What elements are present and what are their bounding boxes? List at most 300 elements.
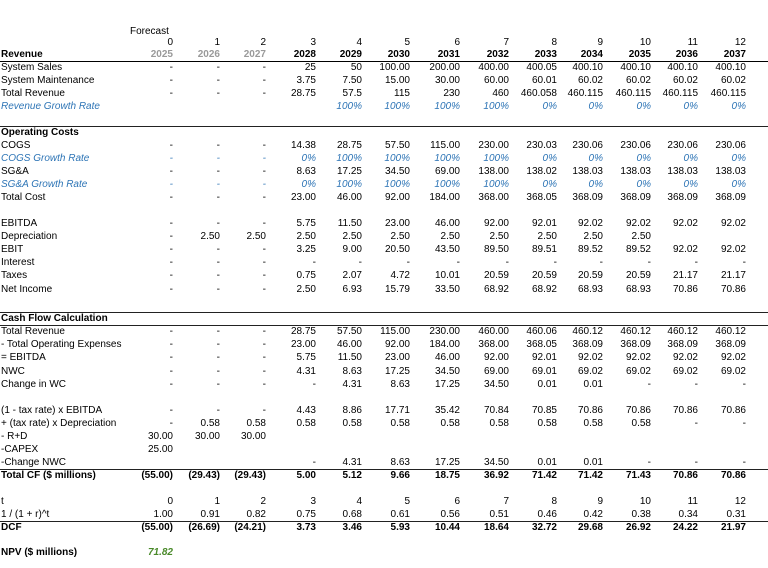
value-cell[interactable]: 0% [731,179,746,190]
value-cell[interactable]: 460.058 [520,88,557,99]
value-cell[interactable]: - [456,257,460,268]
value-cell[interactable]: 4.31 [342,379,362,390]
value-cell[interactable]: 368.09 [572,192,603,203]
value-cell[interactable]: 0% [542,153,557,164]
value-cell[interactable]: 0.01 [537,457,557,468]
value-cell[interactable]: 368.09 [620,339,651,350]
value-cell[interactable]: 8.63 [296,166,316,177]
value-cell[interactable]: 0% [683,101,698,112]
value-cell[interactable]: 0.34 [678,509,698,520]
value-cell[interactable]: (29.43) [234,470,266,481]
year-cell[interactable]: 2033 [534,49,557,60]
value-cell[interactable]: - [312,379,316,390]
period-number[interactable]: 0 [167,37,173,48]
value-cell[interactable]: - [169,75,173,86]
interest-label[interactable]: Interest [1,257,35,268]
value-cell[interactable]: 2.07 [342,270,362,281]
value-cell[interactable]: 0% [542,101,557,112]
value-cell[interactable]: 100% [384,179,410,190]
value-cell[interactable]: 71.42 [577,470,603,481]
value-cell[interactable]: 230.00 [478,140,509,151]
value-cell[interactable]: 36.92 [483,470,509,481]
value-cell[interactable]: 0.38 [631,509,651,520]
value-cell[interactable]: 2 [260,496,266,507]
value-cell[interactable]: 1 [214,496,220,507]
value-cell[interactable]: 138.03 [667,166,698,177]
ebit-label[interactable]: EBIT [1,244,24,255]
value-cell[interactable]: - [647,457,651,468]
value-cell[interactable]: 23.00 [290,339,316,350]
value-cell[interactable]: 9.00 [342,244,362,255]
value-cell[interactable]: 43.50 [434,244,460,255]
value-cell[interactable]: 89.52 [577,244,603,255]
total-revenue-label[interactable]: Total Revenue [1,88,65,99]
value-cell[interactable]: 0.58 [583,418,603,429]
value-cell[interactable]: - [216,270,220,281]
value-cell[interactable]: 0% [636,101,651,112]
value-cell[interactable]: - [169,339,173,350]
value-cell[interactable]: - [169,418,173,429]
value-cell[interactable]: - [312,457,316,468]
value-cell[interactable]: 17.25 [336,166,362,177]
cogs-label[interactable]: COGS [1,140,31,151]
value-cell[interactable]: 2.50 [537,231,557,242]
value-cell[interactable]: 46.00 [434,218,460,229]
period-number[interactable]: 2 [260,37,266,48]
value-cell[interactable]: (55.00) [141,470,173,481]
value-cell[interactable]: 460.12 [667,326,698,337]
value-cell[interactable]: 5.75 [296,218,316,229]
value-cell[interactable]: - [216,379,220,390]
value-cell[interactable]: 5.12 [342,470,362,481]
value-cell[interactable]: 69.02 [720,366,746,377]
value-cell[interactable]: - [262,88,266,99]
value-cell[interactable]: - [694,457,698,468]
year-cell[interactable]: 2037 [723,49,746,60]
value-cell[interactable]: 92.02 [720,244,746,255]
value-cell[interactable]: (55.00) [141,522,173,533]
value-cell[interactable]: 0% [588,101,603,112]
cf-change-wc-label[interactable]: Change in WC [1,379,67,390]
value-cell[interactable]: 46.00 [434,352,460,363]
value-cell[interactable]: 92.02 [720,352,746,363]
value-cell[interactable]: 1.00 [153,509,173,520]
value-cell[interactable]: 70.86 [672,284,698,295]
value-cell[interactable]: - [262,270,266,281]
value-cell[interactable]: - [216,88,220,99]
value-cell[interactable]: 115 [394,88,410,99]
year-cell[interactable]: 2025 [150,49,173,60]
value-cell[interactable]: 69.00 [434,166,460,177]
cogs-growth-label[interactable]: COGS Growth Rate [1,153,90,164]
value-cell[interactable]: 68.93 [577,284,603,295]
value-cell[interactable]: - [262,75,266,86]
value-cell[interactable]: 70.86 [577,405,603,416]
value-cell[interactable]: - [216,257,220,268]
value-cell[interactable]: 34.50 [384,166,410,177]
value-cell[interactable]: - [358,257,362,268]
value-cell[interactable]: 2.50 [440,231,460,242]
value-cell[interactable]: 460.115 [710,88,746,99]
value-cell[interactable]: 92.01 [531,352,557,363]
value-cell[interactable]: - [216,75,220,86]
value-cell[interactable]: 2.50 [296,231,316,242]
value-cell[interactable]: 3.25 [296,244,316,255]
value-cell[interactable]: 0.01 [537,379,557,390]
opcost-header-label[interactable]: Operating Costs [1,127,79,138]
value-cell[interactable]: 368.09 [667,339,698,350]
period-number[interactable]: 4 [356,37,362,48]
value-cell[interactable]: 368.09 [667,192,698,203]
value-cell[interactable]: 50 [350,62,362,73]
value-cell[interactable]: 0.75 [296,270,316,281]
value-cell[interactable]: 460.115 [567,88,603,99]
value-cell[interactable]: 70.86 [720,405,746,416]
value-cell[interactable]: 32.72 [531,522,557,533]
value-cell[interactable]: 4.31 [296,366,316,377]
value-cell[interactable]: - [262,179,266,190]
value-cell[interactable]: - [216,179,220,190]
value-cell[interactable]: 9.66 [390,470,410,481]
value-cell[interactable]: 138.03 [620,166,651,177]
value-cell[interactable]: 70.86 [672,405,698,416]
value-cell[interactable]: 100% [483,179,509,190]
system-sales-label[interactable]: System Sales [1,62,63,73]
value-cell[interactable]: 92.02 [672,218,698,229]
cf-total-opex-label[interactable]: - Total Operating Expenses [1,339,122,350]
value-cell[interactable]: 57.5 [342,88,362,99]
value-cell[interactable]: 7 [503,496,509,507]
value-cell[interactable]: - [262,284,266,295]
value-cell[interactable]: 5 [404,496,410,507]
value-cell[interactable]: 17.71 [384,405,410,416]
cf-tax-ebitda-label[interactable]: (1 - tax rate) x EBITDA [1,405,103,416]
total-cost-label[interactable]: Total Cost [1,192,46,203]
value-cell[interactable]: 460.06 [526,326,557,337]
value-cell[interactable]: - [169,326,173,337]
value-cell[interactable]: 92.02 [577,352,603,363]
value-cell[interactable]: - [694,418,698,429]
value-cell[interactable]: 0.56 [440,509,460,520]
value-cell[interactable]: 2.50 [631,231,651,242]
value-cell[interactable]: 25 [304,62,316,73]
value-cell[interactable]: 400.10 [572,62,603,73]
period-number[interactable]: 7 [503,37,509,48]
value-cell[interactable]: 46.00 [336,339,362,350]
value-cell[interactable]: 24.22 [672,522,698,533]
value-cell[interactable]: 2.50 [390,231,410,242]
sga-label[interactable]: SG&A [1,166,29,177]
value-cell[interactable]: 368.09 [715,192,746,203]
value-cell[interactable]: 0% [683,179,698,190]
value-cell[interactable]: 460 [492,88,509,99]
value-cell[interactable]: 20.59 [483,270,509,281]
value-cell[interactable]: 89.52 [625,244,651,255]
value-cell[interactable]: 70.85 [531,405,557,416]
period-number[interactable]: 9 [597,37,603,48]
value-cell[interactable]: 460.115 [662,88,698,99]
cf-change-nwc-label[interactable]: -Change NWC [1,457,67,468]
value-cell[interactable]: 0% [636,179,651,190]
period-number[interactable]: 3 [310,37,316,48]
cf-nwc-label[interactable]: NWC [1,366,25,377]
value-cell[interactable]: 69.00 [483,366,509,377]
value-cell[interactable]: 184.00 [429,192,460,203]
value-cell[interactable]: 33.50 [434,284,460,295]
value-cell[interactable]: 60.02 [625,75,651,86]
value-cell[interactable]: 29.68 [577,522,603,533]
npv-label[interactable]: NPV ($ millions) [1,547,78,558]
value-cell[interactable]: - [312,257,316,268]
value-cell[interactable]: 0 [167,496,173,507]
value-cell[interactable]: - [505,257,509,268]
value-cell[interactable]: 20.59 [577,270,603,281]
value-cell[interactable]: 0% [588,153,603,164]
value-cell[interactable]: 100% [483,101,509,112]
value-cell[interactable]: - [216,326,220,337]
value-cell[interactable]: 23.00 [384,352,410,363]
value-cell[interactable]: 60.02 [672,75,698,86]
value-cell[interactable]: 57.50 [336,326,362,337]
value-cell[interactable]: 20.59 [531,270,557,281]
value-cell[interactable]: 92.00 [483,218,509,229]
value-cell[interactable]: 0% [588,179,603,190]
value-cell[interactable]: 92.02 [577,218,603,229]
value-cell[interactable]: 4.72 [390,270,410,281]
cf-ebitda-label[interactable]: = EBITDA [1,352,46,363]
cf-header-label[interactable]: Cash Flow Calculation [1,313,108,324]
value-cell[interactable]: - [742,457,746,468]
value-cell[interactable]: 5.93 [390,522,410,533]
value-cell[interactable]: 17.25 [434,457,460,468]
value-cell[interactable]: 10 [639,496,651,507]
value-cell[interactable]: 92.02 [720,218,746,229]
sga-growth-label[interactable]: SG&A Growth Rate [1,179,88,190]
value-cell[interactable]: 5.75 [296,352,316,363]
value-cell[interactable]: 2.50 [489,231,509,242]
value-cell[interactable]: - [262,62,266,73]
value-cell[interactable]: 30.00 [434,75,460,86]
value-cell[interactable]: 18.64 [483,522,509,533]
value-cell[interactable]: - [169,140,173,151]
value-cell[interactable]: - [216,192,220,203]
value-cell[interactable]: - [262,339,266,350]
value-cell[interactable]: - [169,284,173,295]
value-cell[interactable]: - [742,379,746,390]
value-cell[interactable]: 11 [687,496,698,507]
value-cell[interactable]: 460.115 [615,88,651,99]
ebitda-label[interactable]: EBITDA [1,218,38,229]
value-cell[interactable]: 89.50 [483,244,509,255]
period-number[interactable]: 12 [734,37,746,48]
discount-label[interactable]: 1 / (1 + r)^t [1,509,50,520]
year-cell[interactable]: 2029 [339,49,362,60]
value-cell[interactable]: - [216,62,220,73]
value-cell[interactable]: 5.00 [296,470,316,481]
value-cell[interactable]: - [742,418,746,429]
year-cell[interactable]: 2028 [293,49,316,60]
value-cell[interactable]: - [406,257,410,268]
period-number[interactable]: 6 [454,37,460,48]
value-cell[interactable]: - [169,257,173,268]
period-number[interactable]: 8 [551,37,557,48]
value-cell[interactable]: - [262,352,266,363]
system-maintenance-label[interactable]: System Maintenance [1,75,95,86]
value-cell[interactable]: 0.51 [489,509,509,520]
value-cell[interactable]: 8.63 [390,379,410,390]
value-cell[interactable]: 0% [542,179,557,190]
value-cell[interactable]: 34.50 [434,366,460,377]
value-cell[interactable]: 0.42 [583,509,603,520]
value-cell[interactable]: 25.00 [147,444,173,455]
value-cell[interactable]: 138.03 [572,166,603,177]
value-cell[interactable]: - [169,405,173,416]
value-cell[interactable]: 3.46 [342,522,362,533]
value-cell[interactable]: - [262,405,266,416]
value-cell[interactable]: 230.06 [572,140,603,151]
value-cell[interactable]: 100.00 [379,62,410,73]
value-cell[interactable]: 34.50 [483,457,509,468]
value-cell[interactable]: - [647,379,651,390]
value-cell[interactable]: 0% [683,153,698,164]
value-cell[interactable]: 30.00 [194,431,220,442]
value-cell[interactable]: 15.79 [384,284,410,295]
value-cell[interactable]: - [262,140,266,151]
value-cell[interactable]: 12 [734,496,746,507]
value-cell[interactable]: - [694,379,698,390]
value-cell[interactable]: - [262,326,266,337]
value-cell[interactable]: 92.02 [625,352,651,363]
value-cell[interactable]: 115.00 [430,140,460,151]
value-cell[interactable]: 89.51 [531,244,557,255]
value-cell[interactable]: 138.00 [478,166,509,177]
value-cell[interactable]: 368.05 [526,192,557,203]
value-cell[interactable]: 4.31 [342,457,362,468]
value-cell[interactable]: 460.12 [715,326,746,337]
value-cell[interactable]: 2.50 [296,284,316,295]
value-cell[interactable]: 138.02 [526,166,557,177]
value-cell[interactable]: 14.38 [290,140,316,151]
value-cell[interactable]: 2.50 [200,231,220,242]
value-cell[interactable]: 21.17 [720,270,746,281]
value-cell[interactable]: - [742,257,746,268]
value-cell[interactable]: 100% [434,179,460,190]
value-cell[interactable]: 92.02 [672,352,698,363]
value-cell[interactable]: 6.93 [342,284,362,295]
value-cell[interactable]: 8.86 [342,405,362,416]
value-cell[interactable]: 70.86 [720,284,746,295]
value-cell[interactable]: 69.02 [672,366,698,377]
value-cell[interactable]: 28.75 [290,88,316,99]
dcf-label[interactable]: DCF [1,522,22,533]
value-cell[interactable]: 60.01 [531,75,557,86]
value-cell[interactable]: 0% [731,101,746,112]
value-cell[interactable]: 69.02 [625,366,651,377]
value-cell[interactable]: 70.86 [672,470,698,481]
value-cell[interactable]: 100% [384,101,410,112]
value-cell[interactable]: - [169,62,173,73]
value-cell[interactable]: 138.03 [715,166,746,177]
value-cell[interactable]: - [262,244,266,255]
value-cell[interactable]: 20.59 [625,270,651,281]
value-cell[interactable]: - [262,257,266,268]
value-cell[interactable]: 92.00 [483,352,509,363]
cf-total-revenue-label[interactable]: Total Revenue [1,326,65,337]
value-cell[interactable]: 4 [356,496,362,507]
value-cell[interactable]: - [216,244,220,255]
value-cell[interactable]: 10.44 [434,522,460,533]
value-cell[interactable]: - [216,284,220,295]
value-cell[interactable]: 460.00 [478,326,509,337]
value-cell[interactable]: 46.00 [336,192,362,203]
value-cell[interactable]: 70.84 [483,405,509,416]
value-cell[interactable]: - [216,166,220,177]
value-cell[interactable]: - [694,257,698,268]
value-cell[interactable]: 230.06 [715,140,746,151]
value-cell[interactable]: - [216,140,220,151]
value-cell[interactable]: 0.58 [390,418,410,429]
value-cell[interactable]: - [216,366,220,377]
revenue-growth-label[interactable]: Revenue Growth Rate [1,101,100,112]
value-cell[interactable]: - [169,218,173,229]
value-cell[interactable]: 0.82 [246,509,266,520]
value-cell[interactable]: 0.58 [489,418,509,429]
value-cell[interactable]: 200.00 [429,62,460,73]
value-cell[interactable]: 400.10 [667,62,698,73]
value-cell[interactable]: 15.00 [384,75,410,86]
value-cell[interactable]: 100% [434,153,460,164]
value-cell[interactable]: 0% [636,153,651,164]
value-cell[interactable]: 92.01 [531,218,557,229]
value-cell[interactable]: - [169,231,173,242]
value-cell[interactable]: - [169,179,173,190]
value-cell[interactable]: 92.02 [625,218,651,229]
value-cell[interactable]: (26.69) [188,522,220,533]
value-cell[interactable]: 21.17 [672,270,698,281]
value-cell[interactable]: 0.58 [296,418,316,429]
value-cell[interactable]: - [599,257,603,268]
value-cell[interactable]: 100% [384,153,410,164]
value-cell[interactable]: 100% [483,153,509,164]
year-cell[interactable]: 2031 [437,49,460,60]
value-cell[interactable]: - [216,352,220,363]
value-cell[interactable]: 92.02 [672,244,698,255]
value-cell[interactable]: 57.50 [384,140,410,151]
value-cell[interactable]: 0% [301,153,316,164]
value-cell[interactable]: 400.10 [715,62,746,73]
value-cell[interactable]: 9 [597,496,603,507]
value-cell[interactable]: - [216,153,220,164]
year-cell[interactable]: 2032 [486,49,509,60]
value-cell[interactable]: 0.91 [200,509,220,520]
value-cell[interactable]: 4.43 [296,405,316,416]
value-cell[interactable]: 2.50 [246,231,266,242]
value-cell[interactable]: 0.01 [583,457,603,468]
value-cell[interactable]: 34.50 [483,379,509,390]
value-cell[interactable]: 0.31 [726,509,746,520]
value-cell[interactable]: - [169,352,173,363]
value-cell[interactable]: 3.73 [296,522,316,533]
value-cell[interactable]: 368.05 [526,339,557,350]
value-cell[interactable]: - [169,88,173,99]
value-cell[interactable]: 0.46 [537,509,557,520]
value-cell[interactable]: 92.00 [384,339,410,350]
value-cell[interactable]: 70.86 [625,405,651,416]
value-cell[interactable]: 230.06 [620,140,651,151]
value-cell[interactable]: 0.58 [246,418,266,429]
value-cell[interactable]: 460.12 [572,326,603,337]
year-cell[interactable]: 2034 [580,49,603,60]
